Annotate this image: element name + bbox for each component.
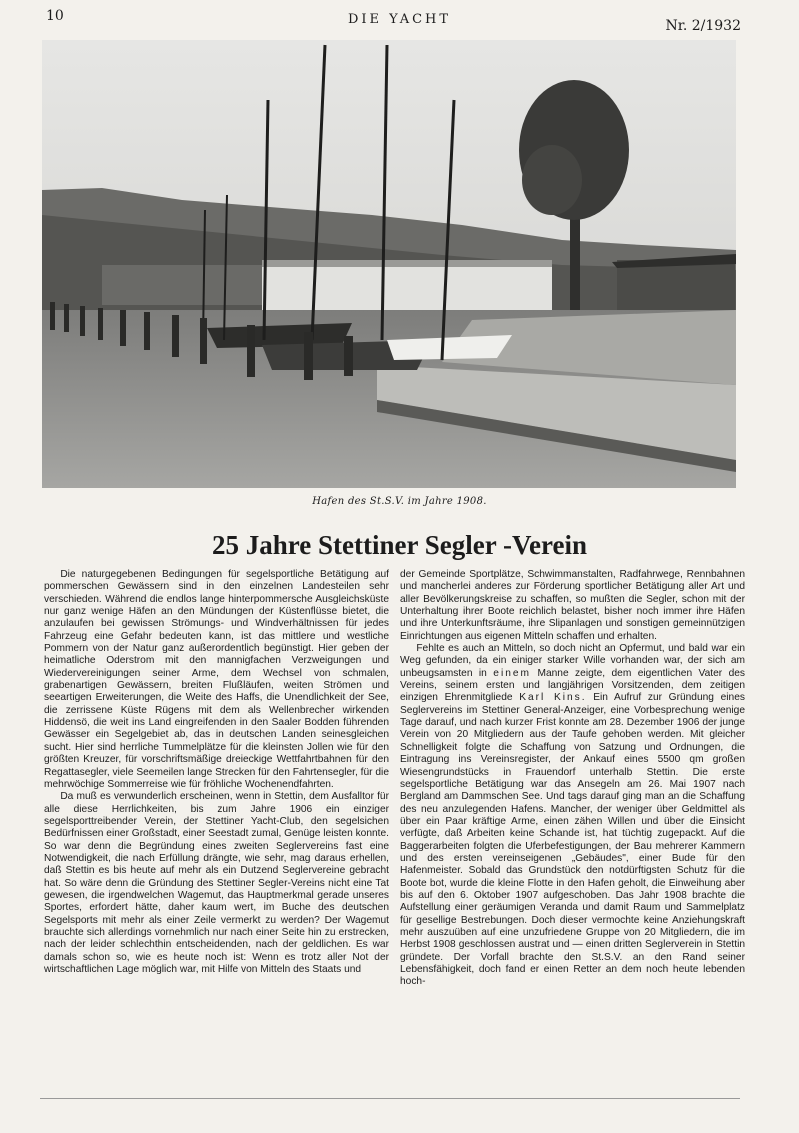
paragraph: der Gemeinde Sportplätze, Schwimmanstalten, Radfahrwege, Rennbahnen und mancherlei anderes zur Förderung sportlicher Betätigung aller Art und aller Bevölkerungskreise zu schaffen, so mußten die Segler, schon mit der Unterhaltung ihrer Boote reichlich belastet, bisher noch immer ihre Häfen und ihre Unterkunftsräume, ihre Slipanlagen und sonstigen gemeinnützigen Einrichtungen aus eigenen Mitteln schaffen und erhalten. [400, 569, 745, 642]
paragraph [400, 643, 745, 989]
running-title: DIE YACHT [347, 12, 452, 27]
text-run: Ein Aufruf zur Gründung eines Seglervereins im Stettiner General-Anzeiger, eine Vorbesprechung wenige Tage darauf, und nach kurzer Frist konnte am 28. Dezember 1906 der junge Verein von 20 Mitgliedern aus der Taufe gehoben werden. Mit gleicher Schnelligkeit folgte die Schaffung von Satzung und Ordnungen, die Eintragung ins Vereinsregister, der Ankauf eines 5500 qm großen Wiesengrundstücks in Frauendorf unterhalb Stettin. Die erste segelsportliche Betätigung war das Ansegeln am 26. Mai 1907 nach Bergland am Dammschen See. Und tags darauf ging man an die Schaffung des neu anzulegenden Hafens. Mancher, der weniger über Geldmittel als über ein Paar kräftige Arme, einen zähen Willen und über die Einsicht verfügte, daß Arbeiten keine Schande ist, hat tüchtig zugepackt. Auf die Baggerarbeiten folgten die Uferbefestigungen, der Bau mehrerer Kammern und des ersten vereinseigenen „Gebäudes", einer Bude für den Hafenmeister. Sobald das Grundstück den notdürftigsten Schutz für die Boote bot, wurde die kleine Flotte in den Hafen geholt, die Einweihung aber bis auf den 6. Oktober 1907 aufgeschoben. Das Jahr 1908 brachte die Aufstellung einer geräumigen Veranda und damit Raum und Sammelplatz für gesellige Bestrebungen. Doch dieser vermochte keine Anziehungskraft mehr auszuüben auf eine unzufriedene Gruppe von 20 Mitgliedern, die im Herbst 1908 geschlossen austrat und — einen dritten Seglerverein in Stettin gründete. Der Vorfall brachte den St.S.V. an den Rand seiner Lebensfähigkeit, doch fand er einen Retter an dem noch heute lebenden hoch- [400, 692, 745, 988]
page-number: 10 [46, 8, 64, 24]
paragraph: Die naturgegebenen Bedingungen für segelsportliche Betätigung auf pommerschen Gewässern sind in den einzelnen Landesteilen sehr verschieden. Während die endlos lange hinterpommersche Ausgleichsküste nur ganz wenige Häfen an den Mündungen der Küstenflüsse bietet, die anzulaufen bei gewissen Strömungs- und Windverhältnissen für jedes Fahrzeug eine Gefahr bedeuten kann, ist das mittlere und westliche Pommern von der Natur ganz außerordentlich begünstigt. Hier geben der heimatliche Oderstrom mit den mannigfachen Verzweigungen und Wiedervereinigungen seiner Arme, dem Wechsel von schmalen, grabenartigen Gewässern, breiten Flußläufen, weiten Strömen und seeartigen Erweiterungen, die Weite des Haffs, die Unendlichkeit der See, die zerrissene Küste Rügens mit dem als Wellenbrecher wirkenden Hiddensö, die weit ins Land eingreifenden in den Saaler Bodden führenden Gewässer ein Segelgebiet ab, das in deutschen Landen seinesgleichen sucht. Hier sind herrliche Tummelplätze für die kleinsten Jollen wie für den größten Kreuzer, für vorschriftsmäßige dreieckige Wettfahrtbahnen für den Regattasegler, viele Seemeilen lange Strecken für den Fahrtensegler, für die mehrwöchige Sommerreise wie für fröhliche Wochenendfahrten. [44, 569, 389, 790]
text-run: Fehlte es auch an Mitteln, so doch nicht an Opfermut, und bald war ein Weg gefunden, da ein einiger starker Wille vorhanden war, der sich am unbeugsamsten in [400, 643, 745, 679]
article-column-left [44, 569, 389, 1039]
photo-caption: Hafen des St.S.V. im Jahre 1908. [312, 496, 487, 507]
harbor-photo [42, 40, 736, 488]
article-column-right [400, 569, 745, 1039]
emphasized-word: einem [493, 667, 532, 679]
founder-name: Karl Kins. [519, 692, 587, 704]
harbor-photo-illustration [42, 40, 736, 488]
article-title: 25 Jahre Stettiner Segler -Verein [212, 530, 587, 560]
footer-rule [40, 1098, 740, 1099]
text-run: Manne zeigte, dem eigentlichen Vater des Vereins, seinem ersten und langjährigen Vorsitzenden, dem zeitigen einzigen Ehrenmitgliede [400, 667, 745, 704]
paragraph: Da muß es verwunderlich erscheinen, wenn in Stettin, dem Ausfalltor für alle diese Herrlichkeiten, bis zum Jahre 1906 ein einziger segelsporttreibender Verein, der Stettiner Yacht-Club, den segelsichen Bedürfnissen einer Großstadt, einer Seestadt zumal, Genüge leisten konnte. So war denn die Begründung eines zweiten Seglervereins fast eine Notwendigkeit, die nach Erfüllung drängte, wie sehr, mag daraus erhellen, daß Stettin es bis heute auf mehr als ein Dutzend Seglervereine gebracht hat. So wäre denn die Gründung des Stettiner Segler-Vereins nicht eine Tat gewesen, die irgendwelchen Wagemut, das Hauptmerkmal gerade unseres Sportes, erfordert hätte, daher kaum wert, im Buche des deutschen Segelsports mit mehr als einer Zeile vermerkt zu werden? Der Wagemut brauchte sich allerdings vornehmlich nur nach einer Seite hin zu erstrecken, nach der leider schlechthin entscheidenden, nach der geldlichen. Es war damals schon so, wie es heute noch ist: Wenn es trotz aller Not der wirtschaftlichen Lage möglich war, mit Hilfe von Mitteln des Staats und [44, 791, 389, 975]
issue-number: Nr. 2/1932 [665, 18, 741, 34]
